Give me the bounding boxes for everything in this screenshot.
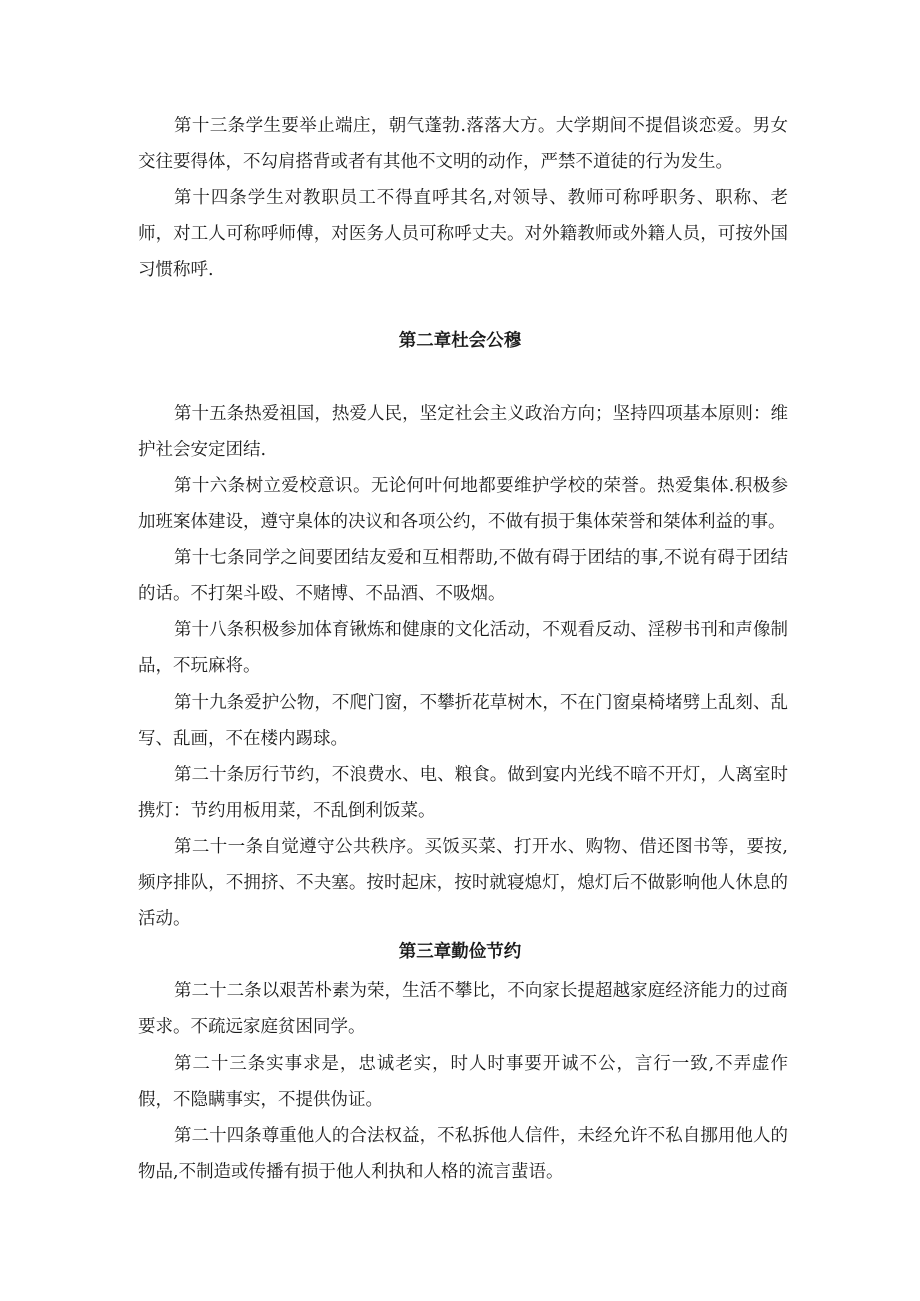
article-13: 第十三条学生要举止端庄，朝气蓬勃.落落大方。大学期间不提倡谈恋爱。男女交往要得体，不勾肩搭背或者有其他不文明的动作，严禁不道徒的行为发生。 <box>138 116 788 172</box>
article-24: 第二十四条尊重他人的合法权益，不私拆他人信件，未经允许不私自挪用他人的物品,不制造或传播有损于他人利执和人格的流言蜚语。 <box>138 1126 788 1182</box>
article-21: 第二十一条自觉遵守公共秩序。买饭买菜、打开水、购物、借还图书等，要按,频序排队，不拥挤、不夬塞。按时起床，按时就寝熄灯，熄灯后不做影响他人休息的活动。 <box>138 837 788 929</box>
article-14: 第十四条学生对教职员工不得直呼其名,对领导、教师可称呼职务、职称、老师，对工人可称呼师傅，对医务人员可称呼丈夫。对外籍教师或外籍人员，可按外国习惯称呼. <box>138 188 788 280</box>
chapter-2-heading: 第二章杜会公穆 <box>398 331 522 351</box>
article-19: 第十九条爱护公物，不爬门窗，不攀折花草树木，不在门窗桌椅堵劈上乱刻、乱写、乱画，不在楼内踢球。 <box>138 693 788 749</box>
article-16: 第十六条树立爱校意识。无论何叶何地都要维护学校的荣誉。热爱集体.积极参加班案体建设，遵守臬体的决议和各项公约，不做有损于集体荣誉和桀体利益的事。 <box>138 476 788 532</box>
article-23: 第二十三条实事求是，忠诚老实，时人时事要开诚不公，言行一致,不弄虚作假，不隐瞒事实，不提供伪证。 <box>138 1054 788 1110</box>
article-15: 第十五条热爱祖国，热爱人民，坚定社会主义政治方向；坚持四项基本原则：维护社会安定团结. <box>138 404 788 460</box>
chapter-3-heading: 第三章勤俭节约 <box>398 942 522 962</box>
article-17: 第十七条同学之间要团结友爱和互相帮助,不做有碍于团结的事,不说有碍于团结的话。不打架斗殴、不赌博、不品酒、不吸烟。 <box>138 548 788 604</box>
article-22: 第二十二条以艰苦朴素为荣，生活不攀比，不向家长提超越家庭经济能力的过商要求。不疏远家庭贫困同学。 <box>138 981 788 1037</box>
article-20: 第二十条厉行节约，不浪费水、电、粮食。做到宴内光线不暗不开灯，人离室时携灯：节约用板用菜，不乱倒利饭菜。 <box>138 765 788 821</box>
article-18: 第十八条积极参加体育锹炼和健康的文化活动，不观看反动、淫秽书刊和声像制品，不玩麻将。 <box>138 620 788 676</box>
